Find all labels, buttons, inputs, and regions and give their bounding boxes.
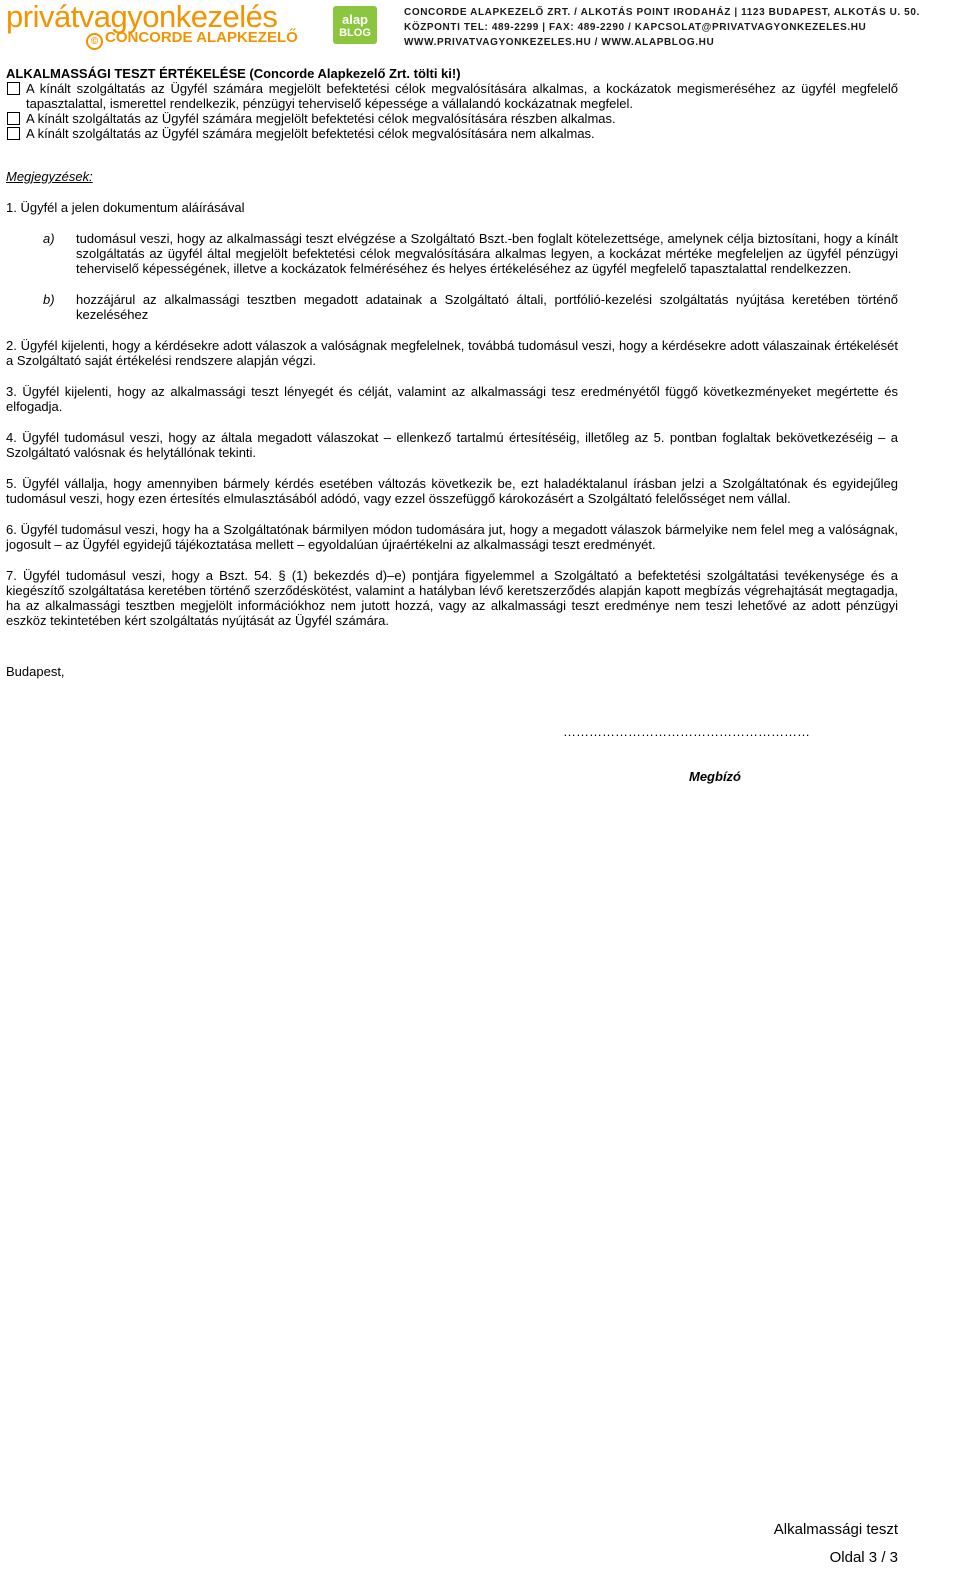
company-contact-info bbox=[404, 5, 920, 50]
signature-label: Megbízó bbox=[689, 769, 741, 784]
assessment-option-suitable[interactable] bbox=[6, 81, 898, 111]
note-item-6: 6. Ügyfél tudomásul veszi, hogy ha a Szolgáltatónak bármilyen módon tudomására jut, hogy a megadott válaszok bármelyike nem felel meg a valóságnak, jogosult – az Ügyfél egyidejű tájékoztatása mellett – egyoldalúan újraértékelni az alkalmassági teszt eredményét. bbox=[6, 522, 898, 552]
assessment-option-unsuitable[interactable] bbox=[6, 126, 898, 141]
sub-text: hozzájárul az alkalmassági tesztben megadott adatainak a Szolgáltató általi, portfólió-kezelési szolgáltatás nyújtása keretében történő kezeléséhez bbox=[76, 292, 898, 322]
note-item-2: 2. Ügyfél kijelenti, hogy a kérdésekre adott válaszok a valóságnak megfelelnek, továbbá tudomásul veszi, hogy a kérdésekre adott válaszainak értékelését a Szolgáltató saját értékelési rendszere alapján végzi. bbox=[6, 338, 898, 368]
checkbox-icon[interactable] bbox=[7, 112, 20, 125]
note-item-3: 3. Ügyfél kijelenti, hogy az alkalmassági teszt lényegét és célját, valamint az alkalmassági tesz eredményétől függő következményeket megértette és elfogadja. bbox=[6, 384, 898, 414]
alapblog-logo bbox=[333, 6, 377, 44]
contact-address: CONCORDE ALAPKEZELŐ ZRT. / ALKOTÁS POINT IRODAHÁZ | 1123 BUDAPEST, ALKOTÁS U. 50. bbox=[404, 7, 920, 18]
signing-place: Budapest, bbox=[6, 664, 65, 679]
note-item-7: 7. Ügyfél tudomásul veszi, hogy a Bszt. 54. § (1) bekezdés d)–e) pontjára figyelemmel a Szolgáltató a befektetési szolgáltatási tevékenysége és a kiegészítő szolgáltatása keretében történő szerződéskötést, valamint a hatályban lévő keretszerződés alapján kapott megbízás végrehajtását megtagadja, ha az alkalmassági tesztben megjelölt információkhoz nem jutott hozzá, vagy az alkalmassági teszt eredménye nem teszi lehetővé az adott pénzügyi eszköz tekintetében kért szolgáltatás nyújtását az Ügyfél számára. bbox=[6, 568, 898, 628]
sub-label: b) bbox=[43, 292, 55, 307]
section-title: ALKALMASSÁGI TESZT ÉRTÉKELÉSE (Concorde Alapkezelő Zrt. tölti ki!) bbox=[6, 66, 461, 81]
notes-heading: Megjegyzések: bbox=[6, 169, 93, 184]
assessment-option-partially[interactable] bbox=[6, 111, 898, 126]
signature-line: ………………………………………………… bbox=[563, 724, 810, 739]
contact-phone-email: KÖZPONTI TEL: 489-2299 | FAX: 489-2290 / KAPCSOLAT@PRIVATVAGYONKEZELES.HU bbox=[404, 22, 867, 33]
sub-label: a) bbox=[43, 231, 55, 246]
note-item-1a bbox=[6, 231, 898, 276]
alapblog-logo-line1: alap bbox=[341, 12, 368, 27]
brand-sub-logo bbox=[86, 30, 298, 50]
note-item-1b bbox=[6, 292, 898, 322]
footer-page-number: Oldal 3 / 3 bbox=[829, 1549, 898, 1566]
contact-websites: WWW.PRIVATVAGYONKEZELES.HU / WWW.ALAPBLOG.HU bbox=[404, 37, 715, 48]
sub-text: tudomásul veszi, hogy az alkalmassági teszt elvégzése a Szolgáltató Bszt.-ben foglalt kötelezettsége, amelynek célja biztosítani, hogy a kínált szolgáltatás az ügyfél által megjelölt befektetési célok megvalósítására alkalmas legyen, a kockázat mértéke megfeleljen az ügyfél pénzügyi teherviselő képességének, illetve a kockázatok felméréséhez és helyes értékeléséhez az ügyfél megfelelő tapasztalattal rendelkezzen. bbox=[76, 231, 898, 276]
note-item-1: 1. Ügyfél a jelen dokumentum aláírásával bbox=[6, 200, 245, 215]
letterhead bbox=[0, 0, 960, 50]
brand-logo-text: privátvagyonkezelés bbox=[6, 0, 278, 34]
brand-sub-text: CONCORDE ALAPKEZELŐ bbox=[105, 29, 298, 46]
note-item-4: 4. Ügyfél tudomásul veszi, hogy az általa megadott válaszokat – ellenkező tartalmú értesítéséig, illetőleg az 5. pontban foglaltak bekövetkezéséig – a Szolgáltató valósnak és helytállónak tekinti. bbox=[6, 430, 898, 460]
checkbox-icon[interactable] bbox=[7, 127, 20, 140]
checkbox-icon[interactable] bbox=[7, 82, 20, 95]
copyright-icon: © bbox=[86, 33, 103, 50]
document-body bbox=[6, 66, 898, 679]
option-label: A kínált szolgáltatás az Ügyfél számára megjelölt befektetési célok megvalósítására nem alkalmas. bbox=[26, 126, 595, 141]
alapblog-logo-line2: BLOG bbox=[339, 27, 371, 39]
footer-document-name: Alkalmassági teszt bbox=[773, 1521, 898, 1538]
option-label: A kínált szolgáltatás az Ügyfél számára megjelölt befektetési célok megvalósítására részben alkalmas. bbox=[26, 111, 616, 126]
note-item-5: 5. Ügyfél vállalja, hogy amennyiben bármely kérdés esetében változás következik be, ezt haladéktalanul írásban jelzi a Szolgáltatónak és egyidejűleg tudomásul veszi, hogy ezen értesítés elmulasztásából adódó, vagy ezzel összefüggő károkozásért a Szolgáltató felelősséget nem vállal. bbox=[6, 476, 898, 506]
option-label: A kínált szolgáltatás az Ügyfél számára megjelölt befektetési célok megvalósítására alkalmas, a kockázatok megismeréséhez az ügyfél megfelelő tapasztalattal, ismerettel rendelkezik, pénzügyi teherviselő képessége a vállalandó kockázatnak megfelel. bbox=[26, 81, 898, 111]
